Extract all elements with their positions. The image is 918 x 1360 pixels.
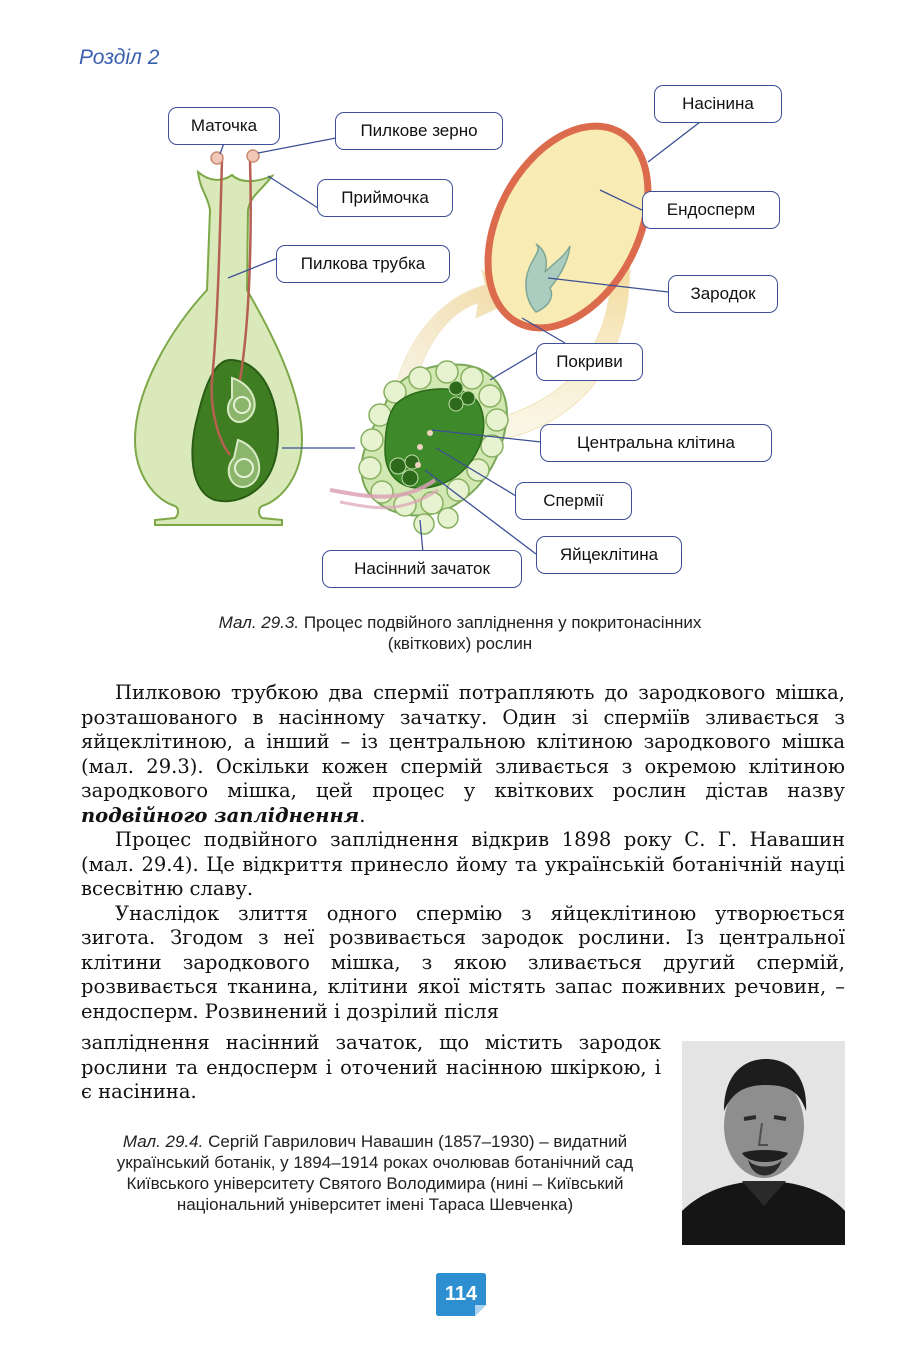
portrait-navashin bbox=[682, 1041, 845, 1245]
label-yaitseklityna: Яйцеклітина bbox=[536, 536, 682, 574]
label-tsentralna-klityna: Центральна клітина bbox=[540, 424, 772, 462]
label-pryimochka: Приймочка bbox=[317, 179, 453, 217]
label-pylkove-zerno: Пилкове зерно bbox=[335, 112, 503, 150]
label-spermii: Спермії bbox=[515, 482, 632, 520]
label-nasinyna: Насінина bbox=[654, 85, 782, 123]
label-endosperm: Ендосперм bbox=[642, 191, 780, 229]
caption-number: Мал. 29.3. bbox=[218, 613, 300, 632]
key-term: подвійного запліднення bbox=[81, 803, 360, 827]
paragraph-1-text: Пилковою трубкою два спермії потрапляють до зародкового мішка, розташованого в насінному зачатку. Один зі сперміїв зливається з яйцеклітиною, а інший – із центральною клітиною зародкового мішка (мал. 29.3). Оскільки кожен спермій зливається з окремою клітиною зародкового мішка, цей процес у квіткових рослин дістав назву bbox=[81, 681, 845, 802]
caption-text-line2: (квіткових) рослин bbox=[387, 634, 533, 653]
label-pylkova-trubka: Пилкова трубка bbox=[276, 245, 450, 283]
paragraph-3: Унаслідок злиття одного спермію з яйцеклітиною утворюється зигота. Згодом з неї розвивається зародок рослини. Із центральної клітини зародкового мішка, з якою зливається другий спермій, розвивається тканина, клітини якої містять запас поживних речовин, – ендосперм. Розвинений і дозрілий після bbox=[81, 901, 845, 1023]
paragraph-3-continued bbox=[81, 1031, 661, 1105]
page-number-badge bbox=[435, 1271, 487, 1317]
paragraph-2: Процес подвійного запліднення відкрив 1898 року С. Г. Навашин (мал. 29.4). Це відкриття принесло йому та українській ботанічній науці всесвітню славу. bbox=[81, 828, 845, 900]
label-matochka: Маточка bbox=[168, 107, 280, 145]
paragraph-3b: запліднення насінний зачаток, що містить зародок рослини та ендосперм і оточений насінною шкіркою, і є насінина. bbox=[81, 1031, 661, 1103]
caption-number-2: Мал. 29.4. bbox=[122, 1132, 204, 1151]
paragraph-1 bbox=[81, 681, 845, 828]
figure-caption-29-4 bbox=[108, 1131, 642, 1215]
caption-text: Процес подвійного запліднення у покритонасінних bbox=[299, 613, 702, 632]
caption-text-2: Сергій Гаврилович Навашин (1857–1930) – видатний український ботанік, у 1894–1914 роках очолював ботанічний сад Київського університету Святого Володимира (нині – Київський національний університет імені Тараса Шевченка) bbox=[116, 1132, 634, 1214]
label-pokryvy: Покриви bbox=[536, 343, 643, 381]
page-number: 114 bbox=[444, 1282, 478, 1305]
label-nasinnyi-zachatok: Насінний зачаток bbox=[322, 550, 522, 588]
body-text bbox=[81, 681, 845, 1024]
figure-caption-29-3 bbox=[140, 612, 780, 654]
section-label: Розділ 2 bbox=[79, 46, 160, 69]
ovule bbox=[330, 361, 508, 534]
pistil bbox=[135, 150, 302, 525]
paragraph-1-end: . bbox=[359, 803, 366, 827]
label-zarodok: Зародок bbox=[668, 275, 778, 313]
